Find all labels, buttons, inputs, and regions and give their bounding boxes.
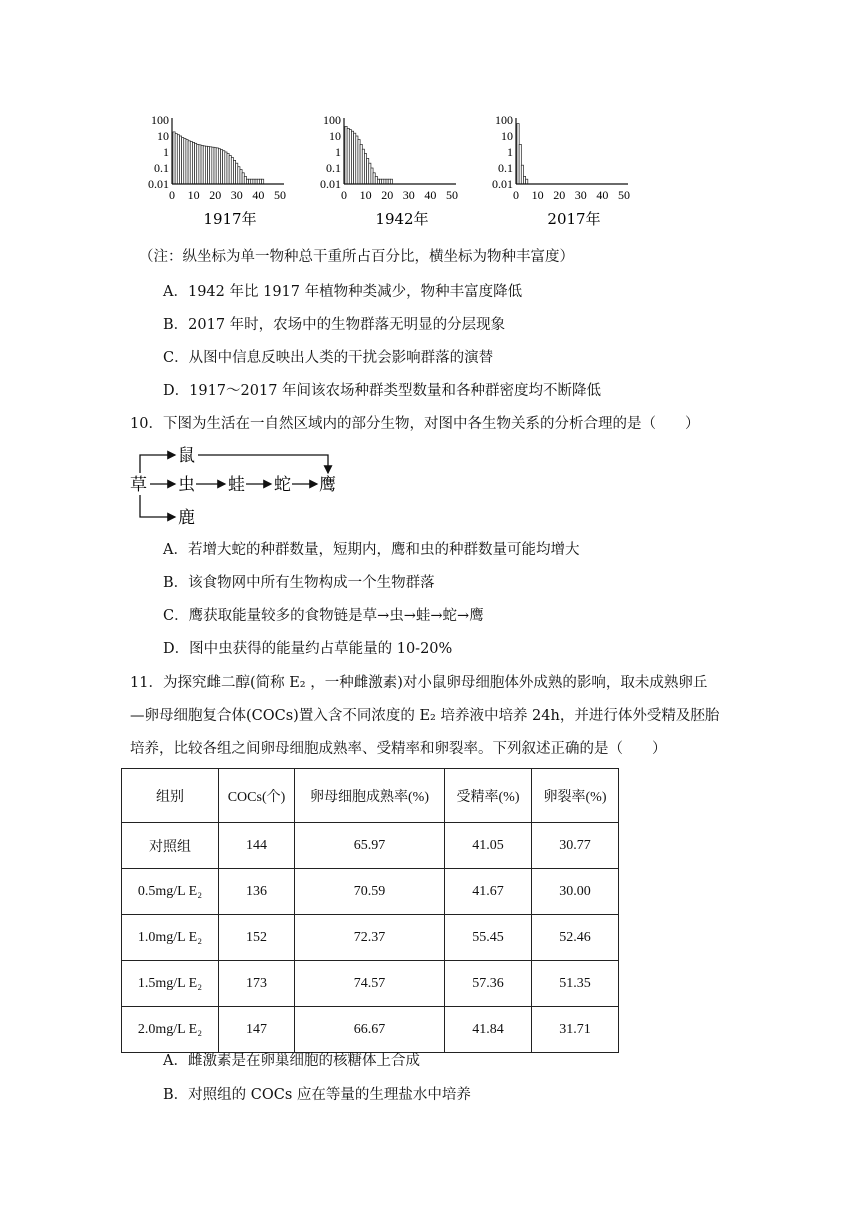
cell: 1.0mg/L E₂ bbox=[122, 915, 219, 961]
x-tick-label: 40 bbox=[424, 188, 437, 202]
panel-year-label: 2017年 bbox=[547, 210, 601, 228]
table-row bbox=[122, 823, 619, 869]
y-tick-label: 100 bbox=[323, 113, 341, 127]
cell: 57.36 bbox=[445, 961, 532, 1007]
q11-stem-line-2: —卵母细胞复合体(COCs)置入含不同浓度的 E₂ 培养液中培养 24h，并进行体外受精及胚胎 bbox=[130, 708, 720, 724]
x-tick-label: 10 bbox=[187, 188, 200, 202]
q11-option-b: B．对照组的 COCs 应在等量的生理盐水中培养 bbox=[163, 1087, 471, 1103]
cell: 31.71 bbox=[532, 1007, 619, 1053]
node-snake: 蛇 bbox=[274, 475, 291, 495]
figure-note: （注：纵坐标为单一物种总干重所占百分比，横坐标为物种丰富度） bbox=[139, 249, 574, 265]
table-row bbox=[122, 1007, 619, 1053]
node-mouse: 鼠 bbox=[178, 446, 195, 466]
x-tick-label: 10 bbox=[359, 188, 372, 202]
cell: 41.67 bbox=[445, 869, 532, 915]
node-grass: 草 bbox=[130, 475, 147, 495]
cell: 66.67 bbox=[295, 1007, 445, 1053]
x-tick-label: 30 bbox=[402, 188, 415, 202]
cell: 41.84 bbox=[445, 1007, 532, 1053]
y-tick-label: 1 bbox=[163, 145, 169, 159]
e2-results-table bbox=[121, 768, 619, 1053]
y-tick-label: 10 bbox=[329, 129, 341, 143]
q9-option-a: A．1942 年比 1917 年植物种类减少，物种丰富度降低 bbox=[163, 284, 523, 300]
histogram-bar bbox=[526, 179, 528, 184]
header-maturation-rate: 卵母细胞成熟率(%) bbox=[295, 769, 445, 823]
q10-option-d: D．图中虫获得的能量约占草能量的 10-20% bbox=[163, 641, 453, 657]
y-tick-label: 0.01 bbox=[148, 177, 169, 191]
x-tick-label: 30 bbox=[574, 188, 587, 202]
cell: 0.5mg/L E₂ bbox=[122, 869, 219, 915]
x-tick-label: 40 bbox=[596, 188, 609, 202]
node-eagle: 鹰 bbox=[319, 475, 336, 495]
y-tick-label: 100 bbox=[151, 113, 169, 127]
histogram-2017 bbox=[492, 113, 630, 228]
cell: 51.35 bbox=[532, 961, 619, 1007]
header-group: 组别 bbox=[122, 769, 219, 823]
x-tick-label: 0 bbox=[169, 188, 175, 202]
cell: 152 bbox=[219, 915, 295, 961]
header-cleavage-rate: 卵裂率(%) bbox=[532, 769, 619, 823]
node-frog: 蛙 bbox=[228, 475, 245, 495]
y-tick-label: 0.01 bbox=[492, 177, 513, 191]
x-tick-label: 50 bbox=[618, 188, 630, 202]
cell: 52.46 bbox=[532, 915, 619, 961]
x-tick-label: 20 bbox=[381, 188, 394, 202]
y-tick-label: 1 bbox=[507, 145, 513, 159]
y-tick-label: 10 bbox=[501, 129, 513, 143]
cell: 147 bbox=[219, 1007, 295, 1053]
x-tick-label: 10 bbox=[531, 188, 544, 202]
histogram-bar bbox=[390, 179, 392, 184]
x-tick-label: 0 bbox=[513, 188, 519, 202]
header-fertilization-rate: 受精率(%) bbox=[445, 769, 532, 823]
cell: 70.59 bbox=[295, 869, 445, 915]
y-tick-label: 0.1 bbox=[154, 161, 169, 175]
q10-option-a: A．若增大蛇的种群数量，短期内，鹰和虫的种群数量可能均增大 bbox=[163, 542, 580, 558]
table-row bbox=[122, 915, 619, 961]
x-tick-label: 40 bbox=[252, 188, 265, 202]
node-insect: 虫 bbox=[178, 475, 195, 495]
y-tick-label: 1 bbox=[335, 145, 341, 159]
q10-option-c: C．鹰获取能量较多的食物链是草→虫→蛙→蛇→鹰 bbox=[163, 608, 484, 624]
panel-year-label: 1942年 bbox=[375, 210, 429, 228]
table-header-row bbox=[122, 769, 619, 823]
cell: 41.05 bbox=[445, 823, 532, 869]
q9-option-c: C．从图中信息反映出人类的干扰会影响群落的演替 bbox=[163, 350, 494, 366]
x-tick-label: 20 bbox=[553, 188, 566, 202]
cell: 2.0mg/L E₂ bbox=[122, 1007, 219, 1053]
q11-stem-line-1: 11．为探究雌二醇(简称 E₂ ，一种雌激素)对小鼠卵母细胞体外成熟的影响，取未成熟卵丘 bbox=[130, 675, 708, 691]
node-deer: 鹿 bbox=[178, 508, 195, 528]
q9-option-b: B．2017 年时，农场中的生物群落无明显的分层现象 bbox=[163, 317, 506, 333]
y-tick-label: 0.1 bbox=[498, 161, 513, 175]
y-tick-label: 100 bbox=[495, 113, 513, 127]
cell: 对照组 bbox=[122, 823, 219, 869]
cell: 72.37 bbox=[295, 915, 445, 961]
y-tick-label: 0.01 bbox=[320, 177, 341, 191]
cell: 136 bbox=[219, 869, 295, 915]
cell: 65.97 bbox=[295, 823, 445, 869]
table-row bbox=[122, 869, 619, 915]
cell: 74.57 bbox=[295, 961, 445, 1007]
panel-year-label: 1917年 bbox=[203, 210, 257, 228]
y-tick-label: 10 bbox=[157, 129, 169, 143]
x-tick-label: 30 bbox=[230, 188, 243, 202]
cell: 1.5mg/L E₂ bbox=[122, 961, 219, 1007]
cell: 55.45 bbox=[445, 915, 532, 961]
x-tick-label: 50 bbox=[446, 188, 458, 202]
x-tick-label: 20 bbox=[209, 188, 222, 202]
q9-option-d: D．1917～2017 年间该农场种群类型数量和各种群密度均不断降低 bbox=[163, 383, 602, 399]
cell: 30.77 bbox=[532, 823, 619, 869]
histogram-1917 bbox=[148, 113, 286, 228]
x-tick-label: 0 bbox=[341, 188, 347, 202]
x-tick-label: 50 bbox=[274, 188, 286, 202]
y-tick-label: 0.1 bbox=[326, 161, 341, 175]
q10-stem: 10．下图为生活在一自然区域内的部分生物，对图中各生物关系的分析合理的是（ ） bbox=[130, 416, 700, 432]
histogram-bar bbox=[262, 179, 264, 184]
food-web-diagram bbox=[128, 443, 358, 533]
q11-option-a: A．雌激素是在卵巢细胞的核糖体上合成 bbox=[163, 1053, 420, 1069]
header-cocs: COCs(个) bbox=[219, 769, 295, 823]
cell: 144 bbox=[219, 823, 295, 869]
q11-stem-line-3: 培养，比较各组之间卵母细胞成熟率、受精率和卵裂率。下列叙述正确的是（ ） bbox=[130, 741, 667, 757]
q10-option-b: B．该食物网中所有生物构成一个生物群落 bbox=[163, 575, 435, 591]
cell: 30.00 bbox=[532, 869, 619, 915]
cell: 173 bbox=[219, 961, 295, 1007]
histogram-1942 bbox=[320, 113, 458, 228]
table-row bbox=[122, 961, 619, 1007]
species-dominance-histograms bbox=[130, 108, 650, 233]
